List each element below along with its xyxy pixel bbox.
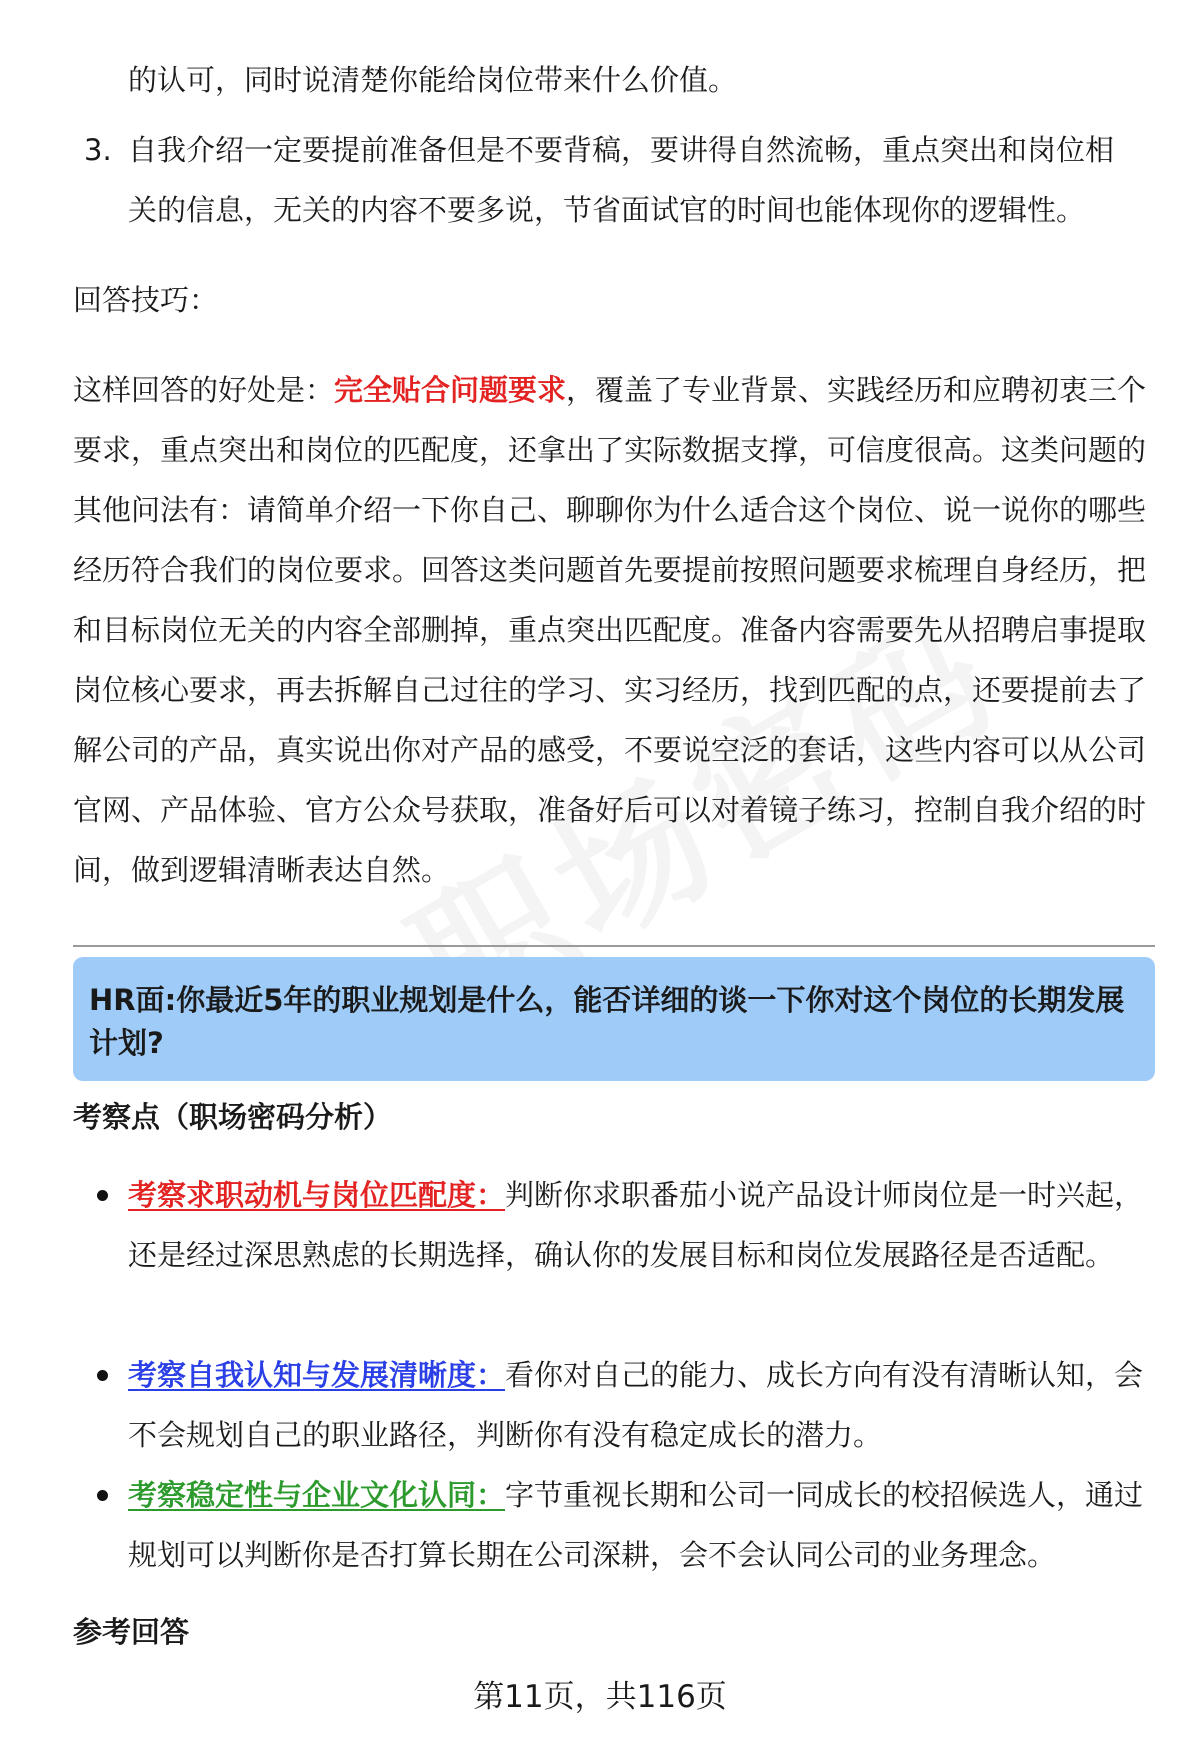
bullet-icon [97,1490,108,1501]
question-box [73,957,1155,1081]
divider [73,945,1155,947]
continuation-text: 的认可，同时说清楚你能给岗位带来什么价值。 [128,63,738,97]
list-number: 3. [84,133,112,167]
page-footer: 第11页，共116页 [473,1679,727,1715]
checkpoint-text: 看你对自己的能力、成长方向有没有清晰认知，会不会规划自己的职业路径，判断你有没有稳定成长的潜力。 [128,1358,1144,1452]
checkpoint-keyword: 考察求职动机与岗位匹配度： [128,1178,506,1212]
tips-heading: 回答技巧： [73,283,219,317]
checkpoints-title: 考察点（职场密码分析） [73,1100,393,1134]
tips-highlight: 完全贴合问题要求 [334,373,567,407]
checkpoint-item [128,1345,1153,1465]
tips-lead: 这样回答的好处是： [73,373,335,407]
checkpoint-keyword: 考察稳定性与企业文化认同： [128,1478,506,1512]
checkpoint-item [128,1165,1153,1285]
checkpoint-text: 字节重视长期和公司一同成长的校招候选人，通过规划可以判断你是否打算长期在公司深耕，会不会认同公司的业务理念。 [128,1478,1144,1572]
checkpoint-keyword: 考察自我认知与发展清晰度： [128,1358,506,1392]
tips-paragraph [73,360,1153,900]
list-item-line: 关的信息，无关的内容不要多说，节省面试官的时间也能体现你的逻辑性。 [128,193,1086,227]
checkpoint-text: 判断你求职番茄小说产品设计师岗位是一时兴起，还是经过深思熟虑的长期选择，确认你的发展目标和岗位发展路径是否适配。 [128,1178,1144,1272]
reference-title: 参考回答 [73,1615,190,1649]
tips-body: ，覆盖了专业背景、实践经历和应聘初衷三个要求，重点突出和岗位的匹配度，还拿出了实际数据支撑，可信度很高。这类问题的其他问法有：请简单介绍一下你自己、聊聊你为什么适合这个岗位、说一说你的哪些经历符合我们的岗位要求。回答这类问题首先要提前按照问题要求梳理自身经历，把和目标岗位无关的内容全部删掉，重点突出匹配度。准备内容需要先从招聘启事提取岗位核心要求，再去拆解自己过往的学习、实习经历，找到匹配的点，还要提前去了解公司的产品，真实说出你对产品的感受，不要说空泛的套话，这些内容可以从公司官网、产品体验、官方公众号获取，准备好后可以对着镜子练习，控制自我介绍的时间，做到逻辑清晰表达自然。 [73,373,1147,887]
checkpoint-item [128,1465,1153,1585]
bullet-icon [97,1190,108,1201]
question-text: HR面:你最近5年的职业规划是什么，能否详细的谈一下你对这个岗位的长期发展计划? [89,983,1125,1060]
bullet-icon [97,1370,108,1381]
list-item-line: 自我介绍一定要提前准备但是不要背稿，要讲得自然流畅，重点突出和岗位相 [128,133,1115,167]
